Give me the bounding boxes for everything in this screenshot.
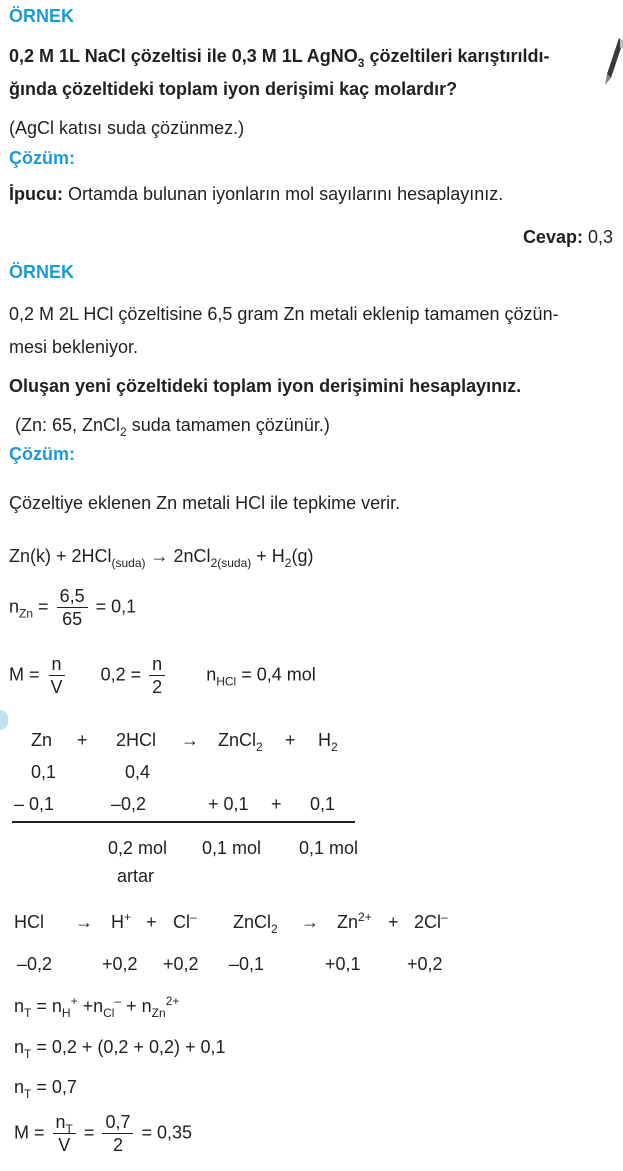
ion-change: –0,2 <box>17 954 53 974</box>
superscript: – <box>190 910 197 924</box>
numerator: 0,7 <box>102 1112 133 1134</box>
eq-part: = 0,7 <box>31 1077 77 1097</box>
ion-change: +0,1 <box>325 954 361 974</box>
species: H <box>318 730 331 750</box>
problem-line-1: 0,2 M 2L HCl çözeltisine 6,5 gram Zn metali eklenip tamamen çözün- <box>9 304 559 324</box>
superscript: + <box>124 910 132 924</box>
eq-part: + H <box>251 546 285 566</box>
var: n <box>55 1112 66 1132</box>
numerator: n <box>149 654 165 676</box>
numerator <box>53 1112 76 1134</box>
denominator: V <box>50 677 63 697</box>
arrow: → <box>75 912 93 932</box>
hint-text: Ortamda bulunan iyonların mol sayılarını hesaplayınız. <box>63 184 504 204</box>
eq-part: = 0,2 + (0,2 + 0,2) + 0,1 <box>31 1037 226 1057</box>
table-cell: 0,1 mol <box>299 838 359 858</box>
eq-part: + n <box>121 996 152 1016</box>
hint-label: İpucu: <box>9 184 63 204</box>
solution-label: Çözüm: <box>9 148 75 168</box>
denominator: 2 <box>152 677 163 697</box>
numerator: n <box>49 654 65 676</box>
subscript: 2 <box>284 556 292 570</box>
species: H <box>111 912 124 932</box>
species: 2Cl <box>414 912 442 932</box>
question-line-1 <box>9 46 550 70</box>
ion-change: –0,1 <box>229 954 265 974</box>
ion-species <box>111 912 131 933</box>
molarity-calculation <box>9 654 316 697</box>
table-cell: –0,2 <box>111 794 147 814</box>
table-cell: + <box>285 730 296 750</box>
result: = 0,4 mol <box>236 664 316 685</box>
var: n <box>14 1037 25 1057</box>
table-cell: 0,1 <box>310 794 336 814</box>
eq-part: = n <box>31 996 62 1016</box>
denominator: 2 <box>112 1135 123 1155</box>
subscript: Zn <box>151 1006 166 1020</box>
species: ZnCl <box>218 730 257 750</box>
table-cell: 0,4 <box>125 762 151 782</box>
ion-species: HCl <box>14 912 44 932</box>
var: n <box>14 1077 25 1097</box>
subscript: T <box>65 1122 73 1136</box>
question-line-2: ğında çözeltideki toplam iyon derişimi kaç molardır? <box>9 79 458 99</box>
table-cell: 2HCl <box>116 730 157 750</box>
numerator: 6,5 <box>57 586 88 608</box>
solution-intro: Çözeltiye eklenen Zn metali HCl ile tepkime verir. <box>9 493 401 513</box>
fraction <box>53 1112 76 1155</box>
table-cell: 0,1 <box>31 762 57 782</box>
question: Oluşan yeni çözeltideki toplam iyon derişimini hesaplayınız. <box>9 376 522 396</box>
denominator: V <box>58 1135 71 1155</box>
final-molarity <box>14 1112 192 1155</box>
note <box>15 415 330 439</box>
table-cell: + 0,1 <box>208 794 249 814</box>
answer-label: Cevap: <box>522 227 583 247</box>
equals: = <box>38 596 49 617</box>
table-cell: Zn <box>31 730 53 750</box>
mol-zn-calculation <box>9 586 136 629</box>
pen-icon <box>605 38 623 86</box>
eq-part: M = <box>9 664 40 685</box>
eq-part: 0,2 = <box>100 664 142 685</box>
superscript: – <box>441 910 448 924</box>
species: Zn <box>337 912 359 932</box>
problem-line-2: mesi bekleniyor. <box>9 337 139 357</box>
subscript: T <box>24 1087 32 1101</box>
note: (AgCl katısı suda çözünmez.) <box>9 118 245 138</box>
subscript: 2 <box>256 740 263 754</box>
table-cell: + <box>77 730 88 750</box>
subscript: Zn <box>19 606 34 621</box>
subscript: 2 <box>331 740 338 754</box>
subscript: HCl <box>216 674 237 689</box>
solution-label: Çözüm: <box>9 444 75 464</box>
ion-species <box>233 912 278 936</box>
fraction <box>102 1112 133 1155</box>
var: n <box>14 996 25 1016</box>
question-text: 0,2 M 1L NaCl çözeltisi ile 0,3 M 1L AgNO <box>9 46 358 66</box>
table-cell: – 0,1 <box>14 794 55 814</box>
subscript: 3 <box>357 56 365 70</box>
ion-change: +0,2 <box>102 954 138 974</box>
table-cell: artar <box>117 866 155 886</box>
hint <box>9 184 503 205</box>
fraction <box>48 654 66 697</box>
margin-marker <box>0 710 8 730</box>
subscript: 2 <box>120 425 127 439</box>
total-formula <box>14 994 180 1020</box>
example-header: ÖRNEK <box>9 6 75 26</box>
table-cell: → <box>181 730 199 750</box>
fraction <box>149 654 165 697</box>
superscript: 2+ <box>165 994 180 1008</box>
subscript: T <box>24 1006 32 1020</box>
total-substitution <box>14 1037 226 1061</box>
species: Cl <box>173 912 190 932</box>
eq-part: +n <box>77 996 104 1016</box>
superscript: + <box>70 994 78 1008</box>
answer-value: 0,3 <box>582 227 613 247</box>
ion-species <box>337 912 372 933</box>
ion-species <box>414 912 448 933</box>
subscript: H <box>61 1006 71 1020</box>
result: = 0,35 <box>141 1122 193 1143</box>
equals: = <box>83 1122 95 1143</box>
species: ZnCl <box>233 912 272 932</box>
table-cell: + <box>271 794 282 814</box>
subscript: T <box>24 1047 32 1061</box>
table-divider <box>12 821 355 823</box>
question-text: çözeltileri karıştırıldı- <box>364 46 550 66</box>
ion-change: +0,2 <box>163 954 199 974</box>
table-cell <box>218 730 263 754</box>
arrow: → <box>301 912 319 932</box>
denominator: 65 <box>62 609 83 629</box>
reaction-equation <box>9 546 314 570</box>
table-cell: 0,1 mol <box>202 838 262 858</box>
note-text: suda tamamen çözünür.) <box>126 415 330 435</box>
var: n <box>9 596 20 617</box>
note-text: (Zn: 65, ZnCl <box>15 415 121 435</box>
example-header: ÖRNEK <box>9 262 75 282</box>
var: n <box>206 664 217 685</box>
result: = 0,1 <box>95 596 137 617</box>
answer <box>523 227 613 248</box>
superscript: 2+ <box>358 910 372 924</box>
total-result <box>14 1077 77 1101</box>
subscript: 2(suda) <box>210 556 252 570</box>
ion-change: +0,2 <box>407 954 443 974</box>
subscript: Cl <box>103 1006 115 1020</box>
eq-part: Zn(k) + 2HCl <box>9 546 112 566</box>
eq-part: → 2nCl <box>145 546 211 566</box>
table-cell: 0,2 mol <box>108 838 168 858</box>
superscript: – <box>114 994 122 1008</box>
table-cell <box>318 730 338 754</box>
plus: + <box>146 912 157 932</box>
fraction <box>57 586 88 629</box>
eq-part: (g) <box>291 546 314 566</box>
plus: + <box>388 912 399 932</box>
subscript: 2 <box>271 922 278 936</box>
subscript: (suda) <box>111 556 146 570</box>
ion-species <box>173 912 197 933</box>
eq-part: M = <box>14 1122 45 1143</box>
